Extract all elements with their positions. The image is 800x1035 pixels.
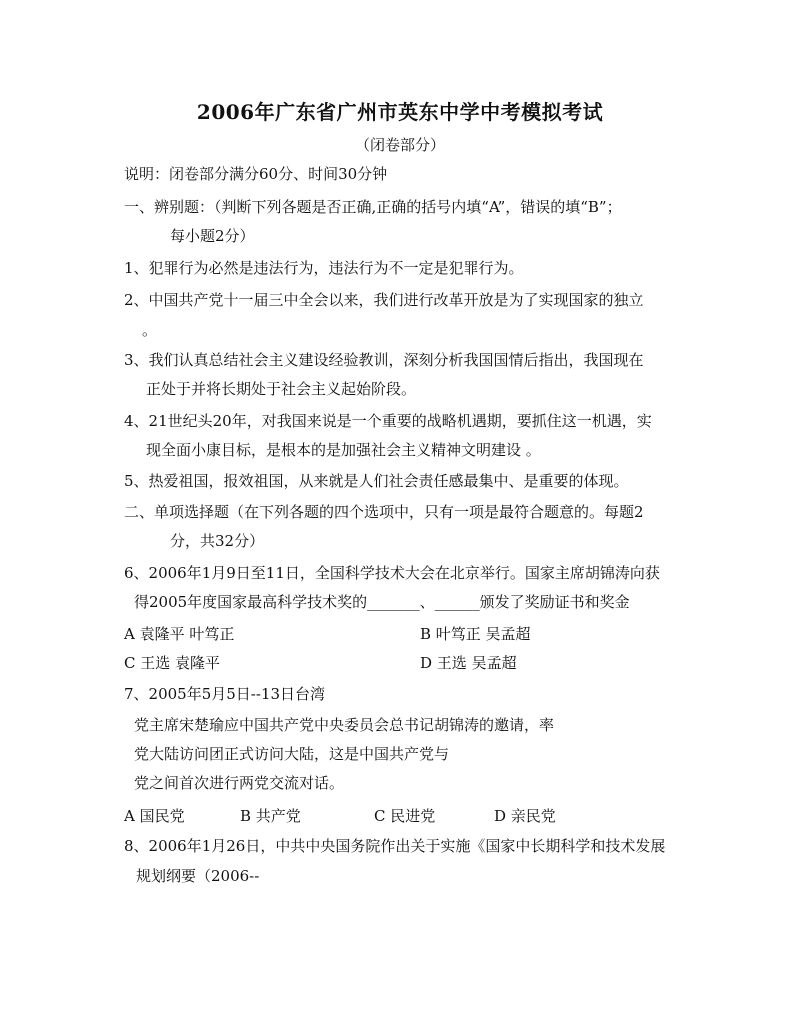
question-7-cont-1: 党主席宋楚瑜应中国共产党中央委员会总书记胡锦涛的邀请，率 <box>134 716 555 734</box>
question-7-option-d: D 亲民党 <box>494 807 556 825</box>
question-7-cont-3: 党之间首次进行两党交流对话。 <box>134 774 345 792</box>
question-5: 5、热爱祖国，报效祖国，从来就是人们社会责任感最集中、是重要的体现。 <box>124 472 629 490</box>
question-8-cont: 规划纲要（2006-- <box>136 867 260 885</box>
question-3-cont: 正处于并将长期处于社会主义起始阶段。 <box>146 380 417 398</box>
section1-heading: 一、辨别题：（判断下列各题是否正确,正确的括号内填“A”，错误的填“B”； <box>124 198 622 216</box>
question-2-cont: 。 <box>142 321 158 339</box>
question-7-option-b: B 共产党 <box>240 807 301 825</box>
question-6: 6、2006年1月9日至11日，全国科学技术大会在北京举行。国家主席胡锦涛向获 <box>124 564 660 582</box>
section2-heading: 二、单项选择题（在下列各题的四个选项中，只有一项是最符合题意的。每题2 <box>124 503 644 521</box>
question-4: 4、21世纪头20年，对我国来说是一个重要的战略机遇期，要抓住这一机遇，实 <box>124 412 652 430</box>
question-3: 3、我们认真总结社会主义建设经验教训，深刻分析我国国情后指出，我国现在 <box>124 351 644 369</box>
question-7-option-a: A 国民党 <box>124 807 185 825</box>
question-7: 7、2005年5月5日--13日台湾 <box>124 685 326 703</box>
question-6-option-d: D 王选 吴孟超 <box>420 654 517 672</box>
question-4-cont: 现全面小康目标，是根本的是加强社会主义精神文明建设 。 <box>146 441 541 459</box>
question-7-option-c: C 民进党 <box>374 807 436 825</box>
question-6-option-c: C 王选 袁隆平 <box>124 654 221 672</box>
question-8: 8、2006年1月26日，中共中央国务院作出关于实施《国家中长期科学和技术发展 <box>124 837 666 855</box>
question-6-option-b: B 叶笃正 吴孟超 <box>420 625 531 643</box>
question-6-option-a: A 袁隆平 叶笃正 <box>124 625 235 643</box>
question-6-cont: 得2005年度国家最高科学技术奖的_______、______颁发了奖励证书和奖金 <box>134 593 630 611</box>
exam-note: 说明：闭卷部分满分60分、时间30分钟 <box>124 165 388 183</box>
document-title: 2006年广东省广州市英东中学中考模拟考试 <box>196 100 604 124</box>
question-7-cont-2: 党大陆访问团正式访问大陆，这是中国共产党与 <box>134 745 450 763</box>
question-1: 1、犯罪行为必然是违法行为，违法行为不一定是犯罪行为。 <box>124 259 524 277</box>
document-subtitle: （闭卷部分） <box>354 136 445 154</box>
section1-heading-cont: 每小题2分） <box>170 227 255 245</box>
section2-heading-cont: 分，共32分） <box>170 532 265 550</box>
question-2: 2、中国共产党十一届三中全会以来，我们进行改革开放是为了实现国家的独立 <box>124 291 644 309</box>
